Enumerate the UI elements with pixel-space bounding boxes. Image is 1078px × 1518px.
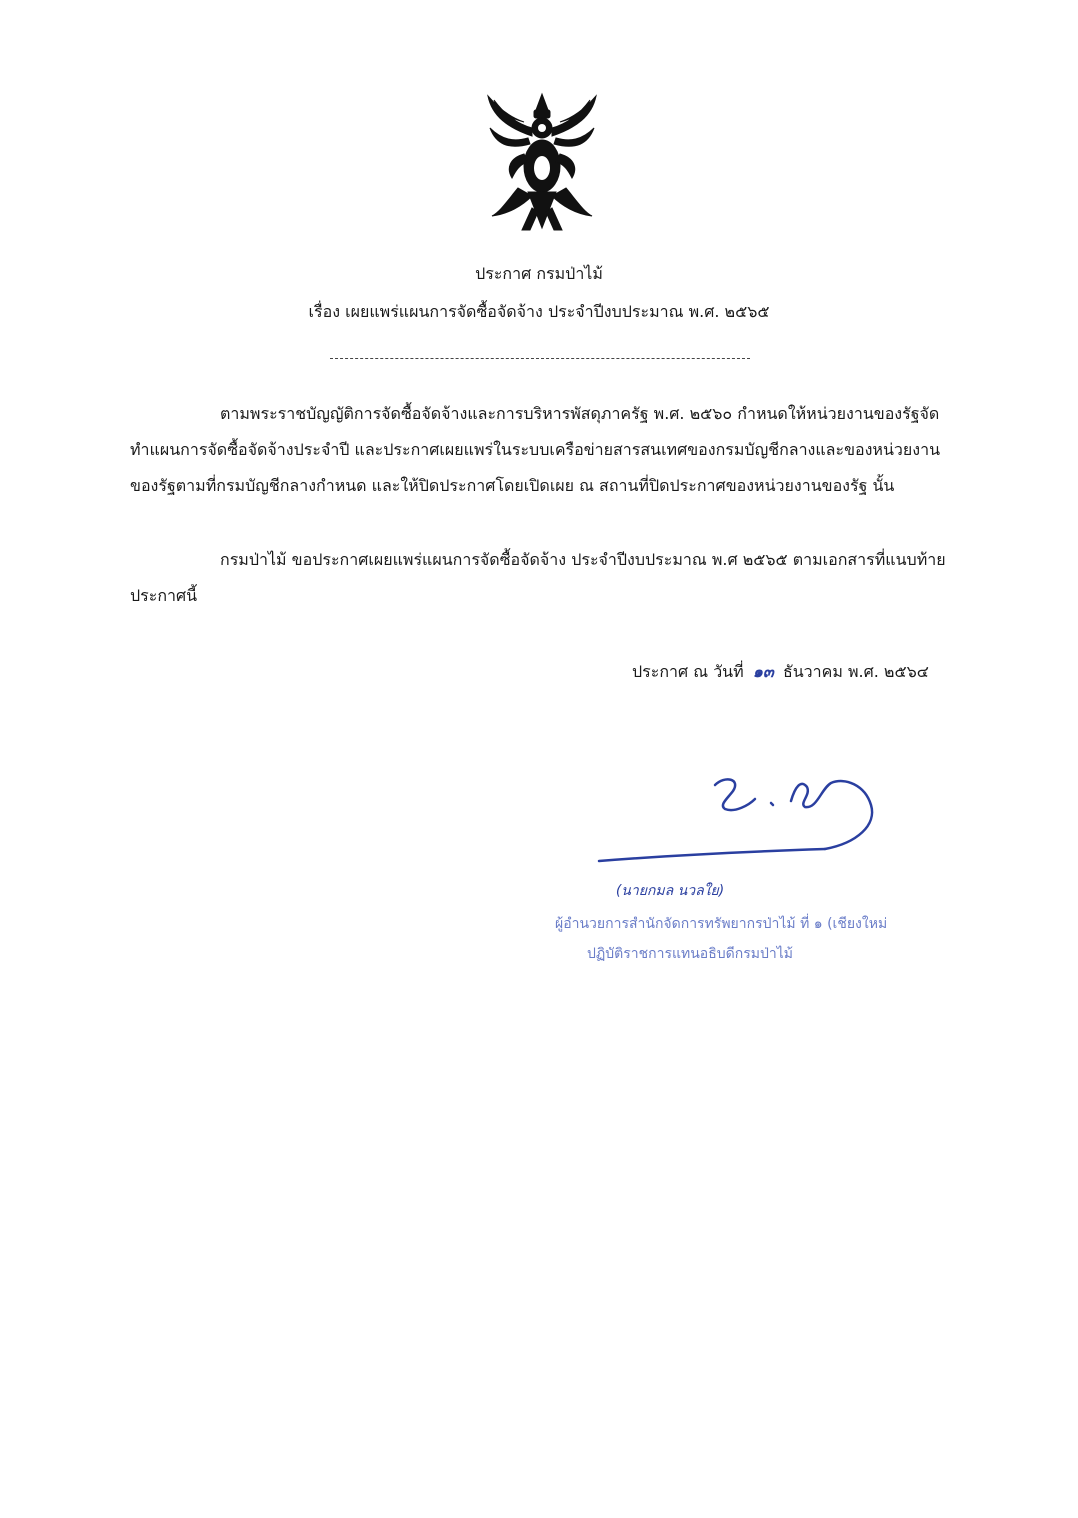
- body-paragraph-2: กรมป่าไม้ ขอประกาศเผยแพร่แผนการจัดซื้อจัดจ้าง ประจำปีงบประมาณ พ.ศ ๒๕๖๕ ตามเอกสารที่แนบท้ายประกาศนี้: [130, 550, 946, 605]
- body-paragraph-1: ตามพระราชบัญญัติการจัดซื้อจัดจ้างและการบริหารพัสดุภาครัฐ พ.ศ. ๒๕๖๐ กำหนดให้หน่วยงานของรัฐจัดทำแผนการจัดซื้อจัดจ้างประจำปี และประกาศเผยแพร่ในระบบเครือข่ายสารสนเทศของกรมบัญชีกลางและของหน่วยงานของรัฐตามที่กรมบัญชีกลางกำหนด และให้ปิดประกาศโดยเปิดเผย ณ สถานที่ปิดประกาศของหน่วยงานของรัฐ นั้น: [130, 404, 941, 495]
- date-month-year: ธันวาคม พ.ศ. ๒๕๖๔: [782, 662, 929, 681]
- date-prefix: ประกาศ ณ วันที่: [632, 662, 744, 681]
- announcement-date: [632, 660, 929, 685]
- date-day: ๑๓: [752, 662, 774, 681]
- handwritten-signature: [595, 765, 895, 875]
- separator-line: [330, 358, 750, 359]
- garuda-emblem-icon: [478, 88, 606, 236]
- announcement-issuer: ประกาศ กรมป่าไม้: [475, 264, 603, 283]
- announcement-subject: เรื่อง เผยแพร่แผนการจัดซื้อจัดจ้าง ประจำปีงบประมาณ พ.ศ. ๒๕๖๕: [308, 302, 770, 321]
- signer-acting-on-behalf: ปฏิบัติราชการแทนอธิบดีกรมป่าไม้: [586, 946, 793, 962]
- signer-position: ผู้อำนวยการสำนักจัดการทรัพยากรป่าไม้ ที่ ๑ (เชียงใหม่: [555, 916, 888, 932]
- signer-name: (นายกมล นวลใย): [615, 883, 725, 899]
